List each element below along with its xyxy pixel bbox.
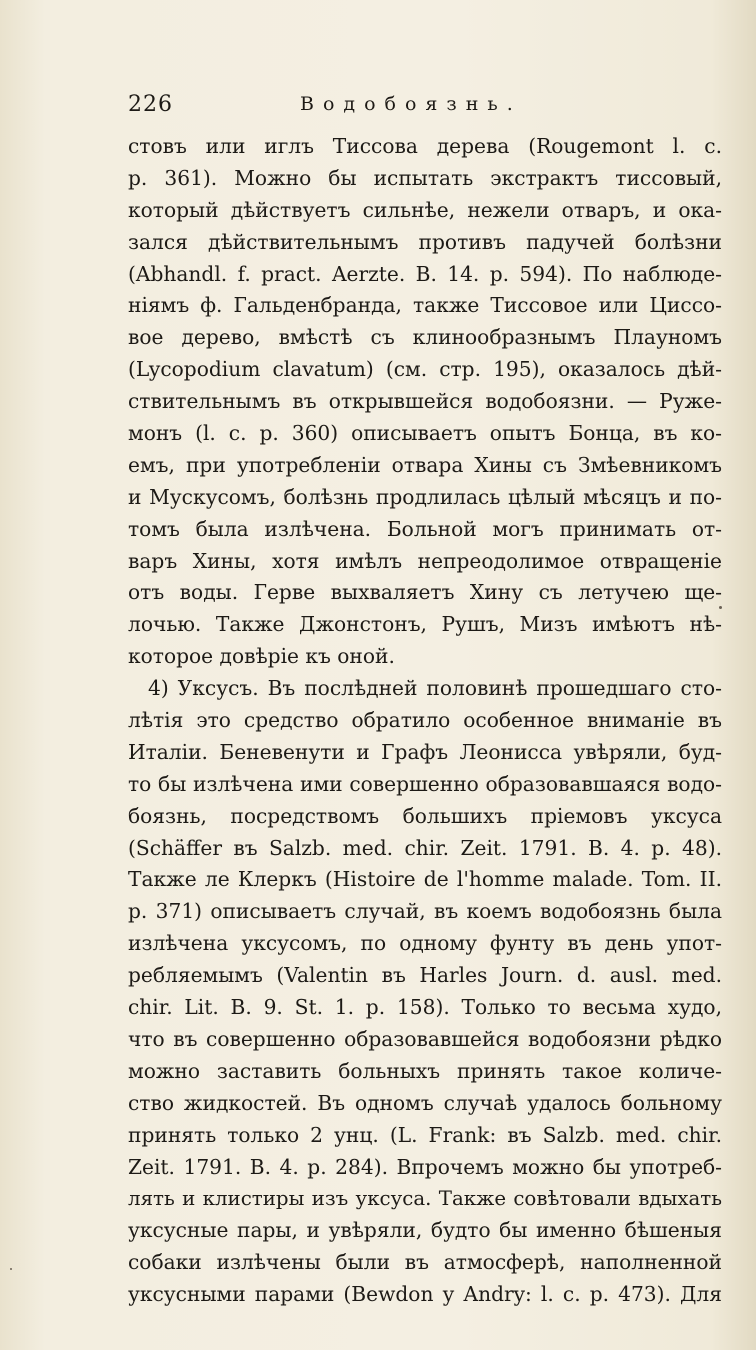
text-line: то бы излѣчена ими совершенно образовавшаяся водо- [128, 771, 722, 796]
text-line: вое дерево, вмѣстѣ съ клинообразнымъ Плауномъ [128, 325, 722, 350]
text-line: стовъ или иглъ Тиссова дерева (Rougemont l. c. [128, 134, 722, 158]
text-line: ство жидкостей. Въ одномъ случаѣ удалось больному [128, 1090, 722, 1115]
text-line: можно заставить больныхъ принять такое количе- [128, 1058, 722, 1083]
page-number: 226 [128, 92, 173, 117]
text-line: chir. Lit. B. 9. St. 1. p. 158). Только то весьма худо, [128, 995, 722, 1020]
body-text [128, 131, 722, 1311]
text-line: лѣтія это средство обратило особенное вниманіе въ [128, 708, 722, 733]
text-line: монъ (l. c. p. 360) описываетъ опытъ Бонца, въ ко- [128, 421, 722, 446]
text-line: (Abhandl. f. pract. Aerzte. B. 14. p. 594). По наблюде- [128, 261, 722, 286]
text-line: уксусные пары, и увѣряли, будто бы именно бѣшеныя [128, 1218, 722, 1243]
page-header [128, 92, 728, 120]
text-line: емъ, при употребленіи отвара Хины съ Змѣевникомъ [128, 452, 722, 477]
text-line: ствительнымъ въ открывшейся водобоязни. — Руже- [128, 389, 722, 414]
text-line: ніямъ ф. Гальденбранда, также Тиссовое или Циссо- [128, 293, 722, 318]
text-line: лочью. Также Джонстонъ, Рушъ, Мизъ имѣютъ нѣ- [128, 612, 722, 637]
text-line: (Schäffer въ Salzb. med. chir. Zeit. 1791. B. 4. p. 48). [128, 835, 722, 860]
text-line: p. 361). Можно бы испытать экстрактъ тиссовый, [128, 165, 722, 190]
text-line: томъ была излѣчена. Больной могъ принимать от- [128, 516, 722, 541]
text-line: лять и клистиры изъ уксуса. Также совѣтовали вдыхать [128, 1187, 722, 1211]
text-line: Италіи. Беневенути и Графъ Леонисса увѣряли, буд- [128, 739, 722, 764]
text-line: излѣчена уксусомъ, по одному фунту въ день упот- [128, 931, 722, 956]
text-line: и Мускусомъ, болѣзнь продлилась цѣлый мѣсяцъ и по- [128, 484, 722, 509]
text-line: (Lycopodium clavatum) (см. стр. 195), оказалось дѣй- [128, 357, 722, 382]
paper-speck [10, 1268, 12, 1270]
paper-speck [719, 606, 722, 609]
text-line: которое довѣріе къ оной. [128, 644, 395, 669]
text-line: p. 371) описываетъ случай, въ коемъ водобоязнь была [128, 899, 722, 924]
text-line: собаки излѣчены были въ атмосферѣ, наполненной [128, 1250, 722, 1275]
text-line: отъ воды. Герве выхваляетъ Хину съ летучею ще- [128, 580, 722, 605]
text-line: зался дѣйствительнымъ противъ падучей болѣзни [128, 229, 722, 254]
text-line: боязнь, посредствомъ большихъ пріемовъ уксуса [128, 803, 722, 828]
text-line: уксусными парами (Bewdon у Andry: l. c. p. 473). Для [128, 1282, 722, 1307]
text-line: ребляемымъ (Valentin въ Harles Journ. d. ausl. med. [128, 963, 722, 988]
running-title: Водобоязнь. [300, 93, 522, 115]
text-line: Zeit. 1791. B. 4. p. 284). Впрочемъ можно бы употреб- [128, 1154, 722, 1179]
text-line: который дѣйствуетъ сильнѣе, нежели отваръ, и ока- [128, 197, 722, 222]
text-line: принять только 2 унц. (L. Frank: въ Salzb. med. chir. [128, 1122, 722, 1147]
text-line: что въ совершенно образовавшейся водобоязни рѣдко [128, 1026, 722, 1051]
text-line: 4) Уксусъ. Въ послѣдней половинѣ прошедшаго сто- [148, 676, 722, 701]
text-line: варъ Хины, хотя имѣлъ непреодолимое отвращеніе [128, 548, 722, 573]
text-line: Также ле Клеркъ (Histoire de l'homme malade. Tom. II. [128, 867, 722, 892]
